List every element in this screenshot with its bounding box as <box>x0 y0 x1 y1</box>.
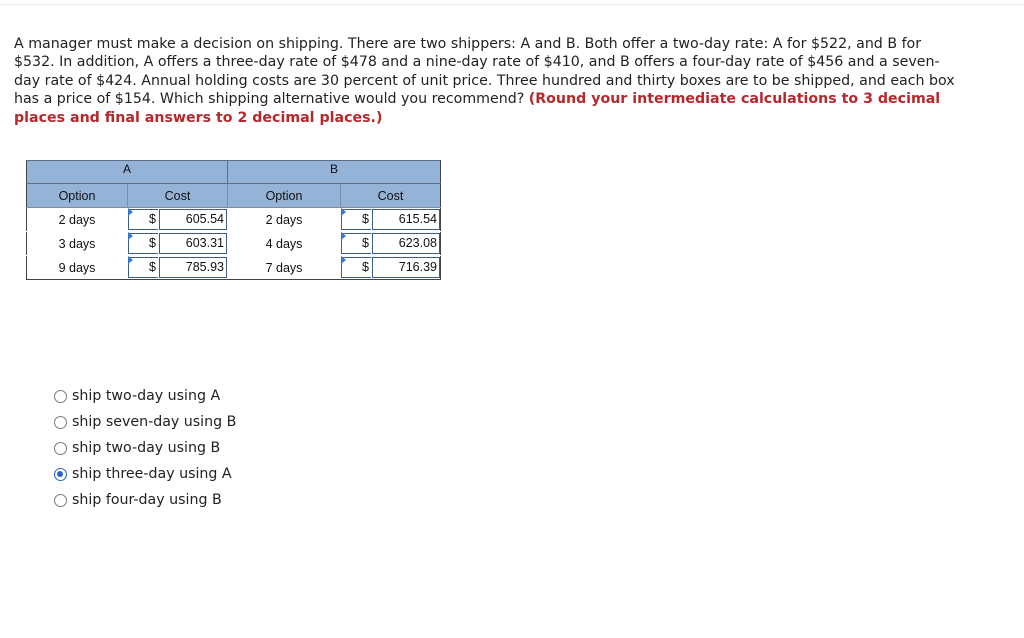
answer-marker-icon <box>341 208 346 216</box>
choice-label: ship four-day using B <box>72 492 222 508</box>
question-text: A manager must make a decision on shipping. There are two shippers: A and B. Both offer a two-day rate: A for $522, and B for $532. In addition, A offers a three-day rate of $478 and a nine-day rate of $410, and B offers a four-day rate of $456 and a seven-day rate of $424. Annual holding costs are 30 percent of unit price. Three hundred and thirty boxes are to be shipped, and each box has a price of $154. Which shipping alternative would you recommend? <box>14 36 955 108</box>
a-cost-input[interactable]: 605.54 <box>159 208 228 232</box>
table-row <box>27 208 441 232</box>
table-row <box>27 256 441 280</box>
group-header-row <box>27 161 441 184</box>
b-option-cell: 7 days <box>228 256 341 280</box>
a-currency-cell: $ <box>128 208 159 232</box>
choice-three-day-a[interactable] <box>54 461 236 487</box>
a-option-header: Option <box>27 184 128 208</box>
table-row <box>27 232 441 256</box>
top-divider <box>0 4 1024 5</box>
radio-button[interactable] <box>54 390 67 403</box>
choice-two-day-a[interactable] <box>54 383 236 409</box>
choice-label: ship two-day using B <box>72 440 221 456</box>
a-cost-header: Cost <box>128 184 228 208</box>
answer-marker-icon <box>128 256 133 264</box>
b-option-header: Option <box>228 184 341 208</box>
choice-label: ship seven-day using B <box>72 414 237 430</box>
a-cost-input[interactable]: 785.93 <box>159 256 228 280</box>
group-b-header: B <box>228 161 441 184</box>
choice-seven-day-b[interactable] <box>54 409 236 435</box>
radio-button-selected[interactable] <box>54 468 67 481</box>
question-prompt <box>14 35 964 127</box>
a-currency-cell: $ <box>128 256 159 280</box>
a-cost-input[interactable]: 603.31 <box>159 232 228 256</box>
shipping-cost-table <box>26 160 441 280</box>
radio-button[interactable] <box>54 416 67 429</box>
rounding-instruction: (Round your intermediate calculations to 3 decimal places and final answers to 2 decimal places.) <box>14 91 941 126</box>
answer-choices <box>54 383 236 513</box>
b-cost-input[interactable]: 716.39 <box>372 256 441 280</box>
b-cost-header: Cost <box>341 184 441 208</box>
choice-two-day-b[interactable] <box>54 435 236 461</box>
b-currency-cell: $ <box>341 256 372 280</box>
b-option-cell: 2 days <box>228 208 341 232</box>
b-currency-cell: $ <box>341 208 372 232</box>
a-currency-cell: $ <box>128 232 159 256</box>
answer-marker-icon <box>341 232 346 240</box>
a-option-cell: 2 days <box>27 208 128 232</box>
radio-button[interactable] <box>54 442 67 455</box>
choice-four-day-b[interactable] <box>54 487 236 513</box>
radio-button[interactable] <box>54 494 67 507</box>
answer-marker-icon <box>341 256 346 264</box>
b-option-cell: 4 days <box>228 232 341 256</box>
b-cost-input[interactable]: 615.54 <box>372 208 441 232</box>
b-cost-input[interactable]: 623.08 <box>372 232 441 256</box>
answer-marker-icon <box>128 232 133 240</box>
a-option-cell: 3 days <box>27 232 128 256</box>
group-a-header: A <box>27 161 228 184</box>
choice-label: ship three-day using A <box>72 466 232 482</box>
a-option-cell: 9 days <box>27 256 128 280</box>
answer-marker-icon <box>128 208 133 216</box>
column-header-row <box>27 184 441 208</box>
choice-label: ship two-day using A <box>72 388 221 404</box>
b-currency-cell: $ <box>341 232 372 256</box>
